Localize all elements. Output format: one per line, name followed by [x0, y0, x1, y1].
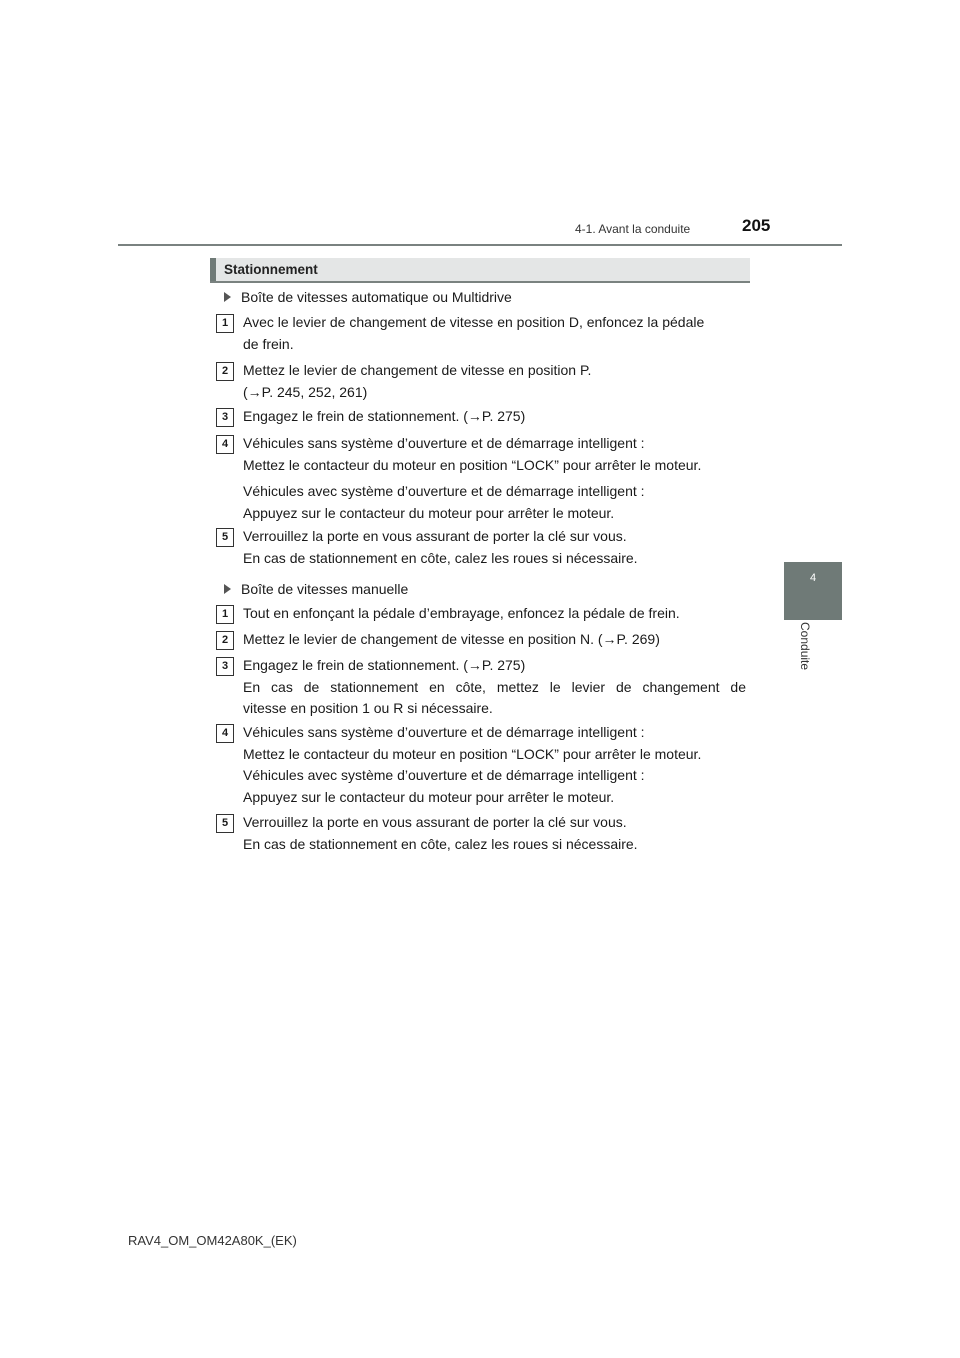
step-line: vitesse en position 1 ou R si nécessaire.	[243, 700, 493, 716]
step-line: Véhicules avec système d’ouverture et de démarrage intelligent :	[243, 767, 645, 783]
step-badge: 4	[216, 435, 234, 454]
step-badge: 3	[216, 657, 234, 676]
step-line: Véhicules sans système d’ouverture et de démarrage intelligent :	[243, 435, 645, 451]
triangle-bullet-icon	[224, 584, 231, 594]
step-line: Engagez le frein de stationnement. (→P. 275)	[243, 408, 526, 424]
step-text	[243, 812, 746, 855]
step-badge: 5	[216, 528, 234, 547]
subhead-automatic	[224, 289, 512, 305]
step-line: Verrouillez la porte en vous assurant de porter la clé sur vous.	[243, 528, 627, 544]
triangle-bullet-icon	[224, 292, 231, 302]
step-text	[243, 603, 746, 625]
step-line: Appuyez sur le contacteur du moteur pour arrêter le moteur.	[243, 788, 615, 805]
step-text	[243, 655, 746, 720]
step-line: En cas de stationnement en côte, calez les roues si nécessaire.	[243, 835, 638, 852]
step-badge: 1	[216, 605, 234, 624]
footer-code: RAV4_OM_OM42A80K_(EK)	[128, 1233, 297, 1248]
step-badge: 5	[216, 814, 234, 833]
step-line: Tout en enfonçant la pédale d’embrayage, enfoncez la pédale de frein.	[243, 605, 680, 621]
step-text	[243, 629, 746, 651]
step-line: Appuyez sur le contacteur du moteur pour arrêter le moteur.	[243, 504, 615, 521]
step-text	[243, 312, 746, 355]
step-text	[243, 722, 746, 808]
chapter-tab-number: 4	[809, 572, 817, 584]
step-line: (→P. 245, 252, 261)	[243, 383, 368, 400]
chapter-tab-label: Conduite	[798, 622, 812, 671]
step-line: En cas de stationnement en côte, mettez le levier de changement de	[243, 678, 746, 695]
step-line: En cas de stationnement en côte, calez les roues si nécessaire.	[243, 549, 638, 566]
step-line: de frein.	[243, 335, 294, 352]
step-line: Véhicules sans système d’ouverture et de démarrage intelligent :	[243, 724, 645, 740]
step-badge: 2	[216, 631, 234, 650]
page-number: 205	[742, 216, 771, 235]
step-line: Véhicules avec système d’ouverture et de démarrage intelligent :	[243, 483, 645, 499]
step-line: Mettez le levier de changement de vitesse en position N. (→P. 269)	[243, 631, 660, 647]
header-section-title: 4-1. Avant la conduite	[575, 222, 691, 236]
section-accent	[210, 258, 216, 281]
step-line: Avec le levier de changement de vitesse en position D, enfoncez la pédale	[243, 314, 705, 330]
section-title: Stationnement	[224, 262, 318, 277]
header-rule	[118, 244, 842, 246]
step-line: Mettez le levier de changement de vitesse en position P.	[243, 362, 592, 378]
step-text	[243, 406, 746, 428]
step-line: Mettez le contacteur du moteur en position “LOCK” pour arrêter le moteur.	[243, 745, 702, 762]
subhead-automatic-text: Boîte de vitesses automatique ou Multidrive	[241, 289, 512, 305]
step-text	[243, 360, 746, 403]
step-text	[243, 433, 746, 524]
step-badge: 4	[216, 724, 234, 743]
subhead-manual	[224, 581, 408, 597]
subhead-manual-text: Boîte de vitesses manuelle	[241, 581, 409, 597]
chapter-tab	[784, 562, 842, 620]
step-line: Engagez le frein de stationnement. (→P. 275)	[243, 657, 526, 673]
step-badge: 2	[216, 362, 234, 381]
step-text	[243, 526, 746, 569]
step-line: Mettez le contacteur du moteur en position “LOCK” pour arrêter le moteur.	[243, 456, 702, 473]
step-line: Verrouillez la porte en vous assurant de porter la clé sur vous.	[243, 814, 627, 830]
section-header-bar	[210, 258, 750, 283]
step-badge: 1	[216, 314, 234, 333]
step-badge: 3	[216, 408, 234, 427]
